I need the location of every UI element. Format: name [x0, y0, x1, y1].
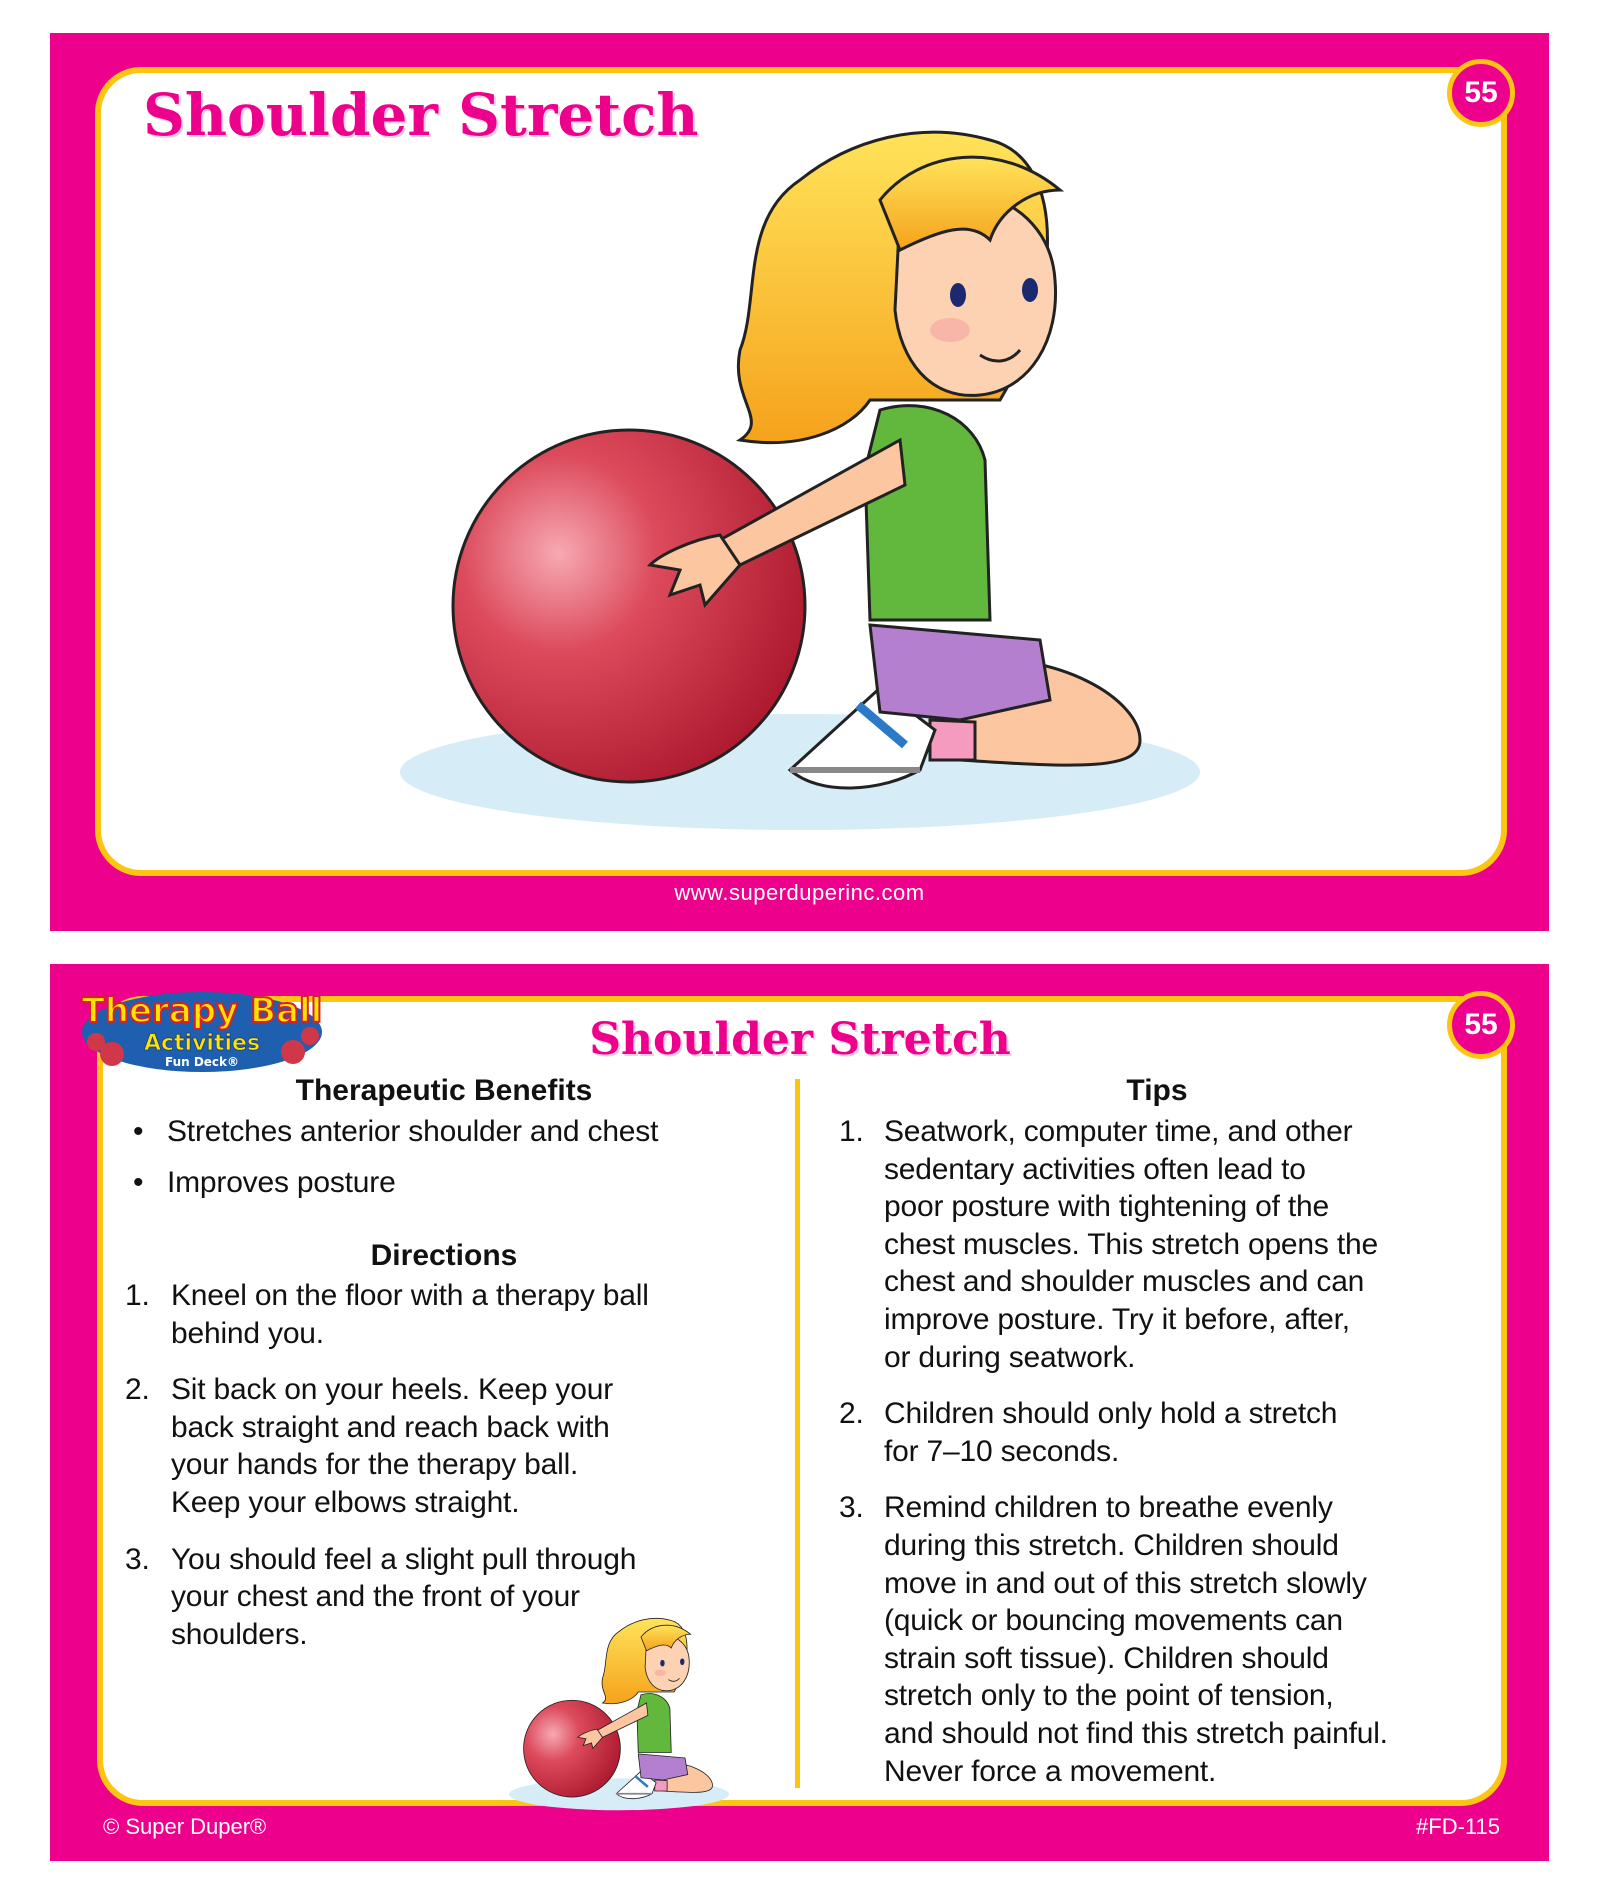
tips-item-line: move in and out of this stretch slowly	[884, 1566, 1367, 1600]
girl-with-therapy-ball-illustration	[400, 132, 1200, 830]
directions-item-line: behind you.	[171, 1316, 324, 1350]
card-number-badge: 55	[1447, 991, 1515, 1059]
benefits-heading: Therapeutic Benefits	[295, 1074, 593, 1107]
tips-item-line: poor posture with tightening of the	[884, 1190, 1329, 1224]
benefit-item: Stretches anterior shoulder and chest	[167, 1115, 659, 1148]
directions-number: 3.	[125, 1542, 150, 1576]
directions-item-line: You should feel a slight pull through	[171, 1542, 637, 1576]
small-girl-with-therapy-ball-illustration	[509, 1618, 729, 1810]
tips-item-line: sedentary activities often lead to	[884, 1152, 1306, 1186]
directions-item-line: shoulders.	[171, 1617, 308, 1651]
directions-item-line: your chest and the front of your	[171, 1580, 580, 1614]
tips-number: 2.	[839, 1397, 864, 1431]
tips-item-line: (quick or bouncing movements can	[884, 1604, 1343, 1638]
benefit-bullet-icon: •	[133, 1115, 144, 1148]
product-code: #FD-115	[1416, 1814, 1500, 1839]
tips-item-line: Never force a movement.	[884, 1754, 1217, 1788]
directions-item-line: Sit back on your heels. Keep your	[171, 1373, 613, 1407]
tips-item-line: Seatwork, computer time, and other	[884, 1115, 1353, 1148]
directions-item-line: Kneel on the floor with a therapy ball	[171, 1279, 649, 1312]
directions-item-line: back straight and reach back with	[171, 1410, 610, 1444]
front-title: Shoulder Stretch	[143, 81, 699, 149]
logo-line3: Fun Deck®	[164, 1055, 240, 1069]
benefit-item: Improves posture	[167, 1166, 396, 1199]
copyright: © Super Duper®	[103, 1814, 267, 1839]
logo-line2: Activities	[143, 1031, 261, 1056]
tips-item-line: Remind children to breathe evenly	[884, 1491, 1333, 1525]
directions-item-line: Keep your elbows straight.	[171, 1486, 520, 1519]
tips-number: 1.	[839, 1115, 864, 1148]
directions-number: 1.	[125, 1279, 150, 1312]
directions-heading: Directions	[370, 1239, 518, 1272]
tips-item-line: during this stretch. Children should	[884, 1529, 1339, 1562]
website-url: www.superduperinc.com	[674, 880, 925, 905]
tips-item-line: stretch only to the point of tension,	[884, 1679, 1334, 1713]
tips-heading: Tips	[1126, 1074, 1188, 1107]
tips-item-line: chest muscles. This stretch opens the	[884, 1227, 1378, 1261]
tips-item-line: and should not find this stretch painful.	[884, 1717, 1388, 1750]
tips-item-line: for 7–10 seconds.	[884, 1434, 1120, 1468]
card-number-badge: 55	[1447, 59, 1515, 127]
tips-item-line: chest and shoulder muscles and can	[884, 1265, 1365, 1299]
back-title: Shoulder Stretch	[589, 1014, 1011, 1065]
tips-item-line: improve posture. Try it before, after,	[884, 1303, 1350, 1336]
logo-line1: Therapy Ball	[81, 991, 323, 1031]
benefit-bullet-icon: •	[133, 1166, 144, 1199]
tips-item-line: Children should only hold a stretch	[884, 1397, 1338, 1431]
tips-item-line: or during seatwork.	[884, 1340, 1136, 1374]
tips-number: 3.	[839, 1491, 864, 1525]
directions-item-line: your hands for the therapy ball.	[171, 1448, 579, 1482]
directions-number: 2.	[125, 1373, 150, 1407]
tips-item-line: strain soft tissue). Children should	[884, 1641, 1329, 1675]
